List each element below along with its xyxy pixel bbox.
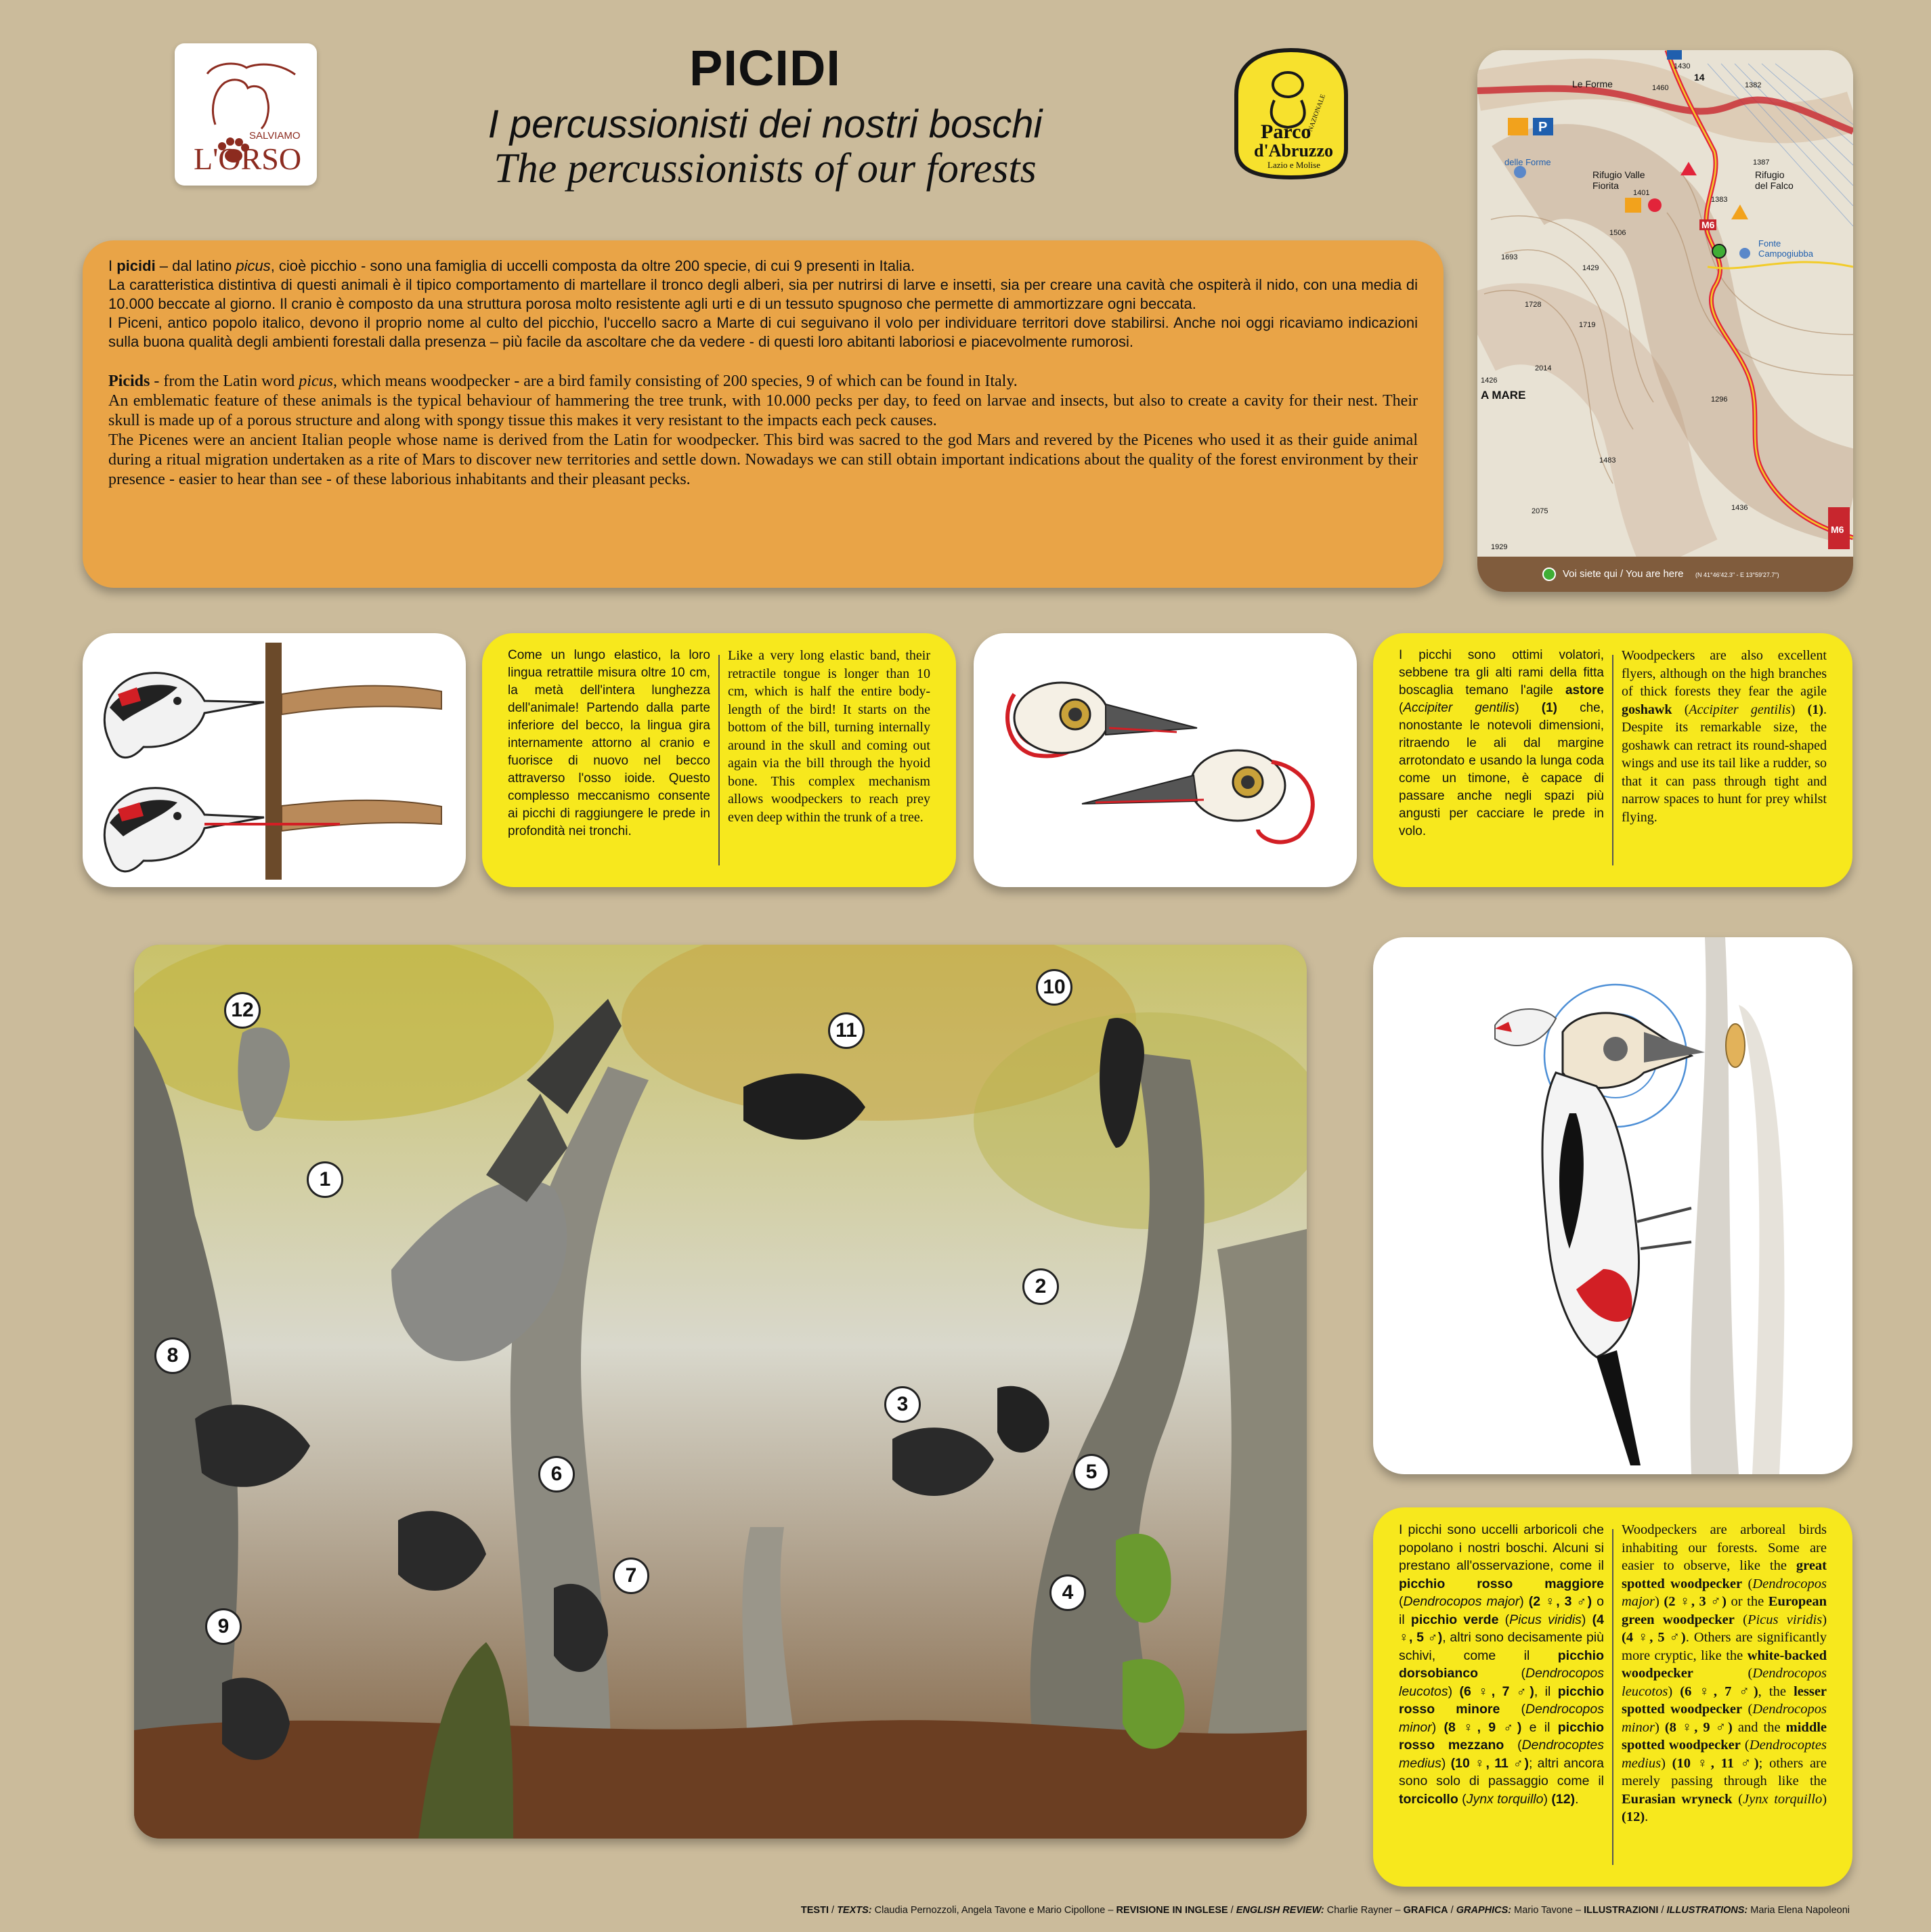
arboreal-it-run: picchio rosso mezzano (1399, 1719, 1604, 1753)
arboreal-en-run: Picus viridis (1747, 1612, 1823, 1627)
map-label-1728: 1728 (1525, 301, 1542, 309)
map-label-1383: 1383 (1711, 196, 1728, 204)
woodpecker-skull-drawing (974, 633, 1357, 887)
arboreal-en-run: lesser spotted woodpecker (1622, 1683, 1827, 1717)
credits-run: TESTI (800, 1905, 829, 1916)
bird-number-3: 3 (884, 1386, 921, 1423)
map-label-fonte-campogiubba: Fonte Campogiubba (1758, 238, 1813, 259)
arboreal-text-it (1391, 1521, 1612, 1873)
arboreal-it-run: (4 ♀, 5 ♂) (1399, 1612, 1604, 1645)
intro-en-p1: Picids - from the Latin word picus, which means woodpecker - are a bird family consisting of 200 species, 9 of which can be found in Italy. (108, 372, 1018, 390)
map-label-1929: 1929 (1491, 543, 1508, 551)
bird-number-11: 11 (828, 1012, 865, 1049)
map-label-1401: 1401 (1633, 189, 1650, 197)
arboreal-en-run: (6 ♀, 7 ♂) (1680, 1683, 1758, 1699)
arboreal-it-run: Dendrocopos major (1403, 1594, 1520, 1609)
map-label-1693: 1693 (1501, 253, 1518, 261)
map-label-1382: 1382 (1745, 81, 1762, 89)
arboreal-en-run: ( (1693, 1666, 1753, 1681)
arboreal-it-run: ) (1519, 1594, 1529, 1609)
credits-run: ILLUSTRATIONS: (1666, 1905, 1748, 1916)
bird-number-8: 8 (154, 1337, 191, 1374)
arboreal-it-run: (6 ♀, 7 ♂) (1459, 1683, 1534, 1699)
goshawk-text-panel (1373, 633, 1852, 887)
bird-number-6: 6 (538, 1456, 575, 1493)
tongue-illustration (83, 633, 466, 887)
arboreal-text-panel (1373, 1507, 1852, 1887)
bird-number-12: 12 (224, 992, 261, 1029)
arboreal-it-run: Dendrocopos minor (1399, 1702, 1604, 1735)
map-label-1436: 1436 (1731, 504, 1748, 512)
intro-it-p1: I picidi – dal latino picus, cioè picchio - sono una famiglia di uccelli composta da oltre 200 specie, di cui 9 presenti in Italia. (108, 257, 915, 274)
credits-run: Charlie Rayner – (1324, 1905, 1404, 1916)
map-label-1429: 1429 (1582, 264, 1599, 272)
arboreal-it-run: ( (1504, 1738, 1522, 1753)
woodpecker-skull-sketch (1373, 937, 1852, 1474)
credits-run: GRAPHICS: (1456, 1905, 1512, 1916)
forest-illustration (134, 945, 1307, 1839)
arboreal-en-run: ( (1734, 1612, 1748, 1627)
park-logo-abruzzo: d'Abruzzo (1254, 141, 1333, 160)
arboreal-it-run: , altri sono decisamente più schivi, come il (1399, 1630, 1604, 1663)
page-title: PICIDI (689, 40, 841, 96)
arboreal-en-run: Woodpeckers are arboreal birds inhabiting our forests. Some are easier to observe, like the (1622, 1522, 1827, 1573)
credits-run: / (1448, 1905, 1456, 1916)
credits-run: ILLUSTRAZIONI (1584, 1905, 1659, 1916)
map-label-1430: 1430 (1674, 62, 1691, 70)
map-label-delle-forme: delle Forme (1504, 157, 1551, 167)
arboreal-en-run: . (1645, 1809, 1649, 1824)
arboreal-it-run: picchio rosso maggiore (1399, 1576, 1604, 1591)
park-logo-lazio-molise: Lazio e Molise (1267, 160, 1320, 170)
map-label-rifugio-valle-fiorita: Rifugio Valle Fiorita (1592, 169, 1645, 191)
intro-it-p3: I Piceni, antico popolo italico, devono il proprio nome al culto del picchio, l'uccello sacro a Marte di cui seguivano il volo per individuare territori dove stabilirsi. Anche noi oggi ricaviamo indicazioni sulla buona qualità degli ambienti forestali dalla presenza – più facile da ascoltare che da vedere - di questi loro abitanti laboriosi e piacevolmente rumorosi. (108, 314, 1418, 350)
forest-birds-painting (134, 945, 1307, 1839)
arboreal-it-run: ) (1431, 1719, 1444, 1735)
map-label-le-forme: Le Forme (1572, 79, 1613, 89)
arboreal-it-run: Dendrocopos leucotos (1399, 1666, 1604, 1699)
arboreal-it-run: picchio dorsobianco (1399, 1648, 1604, 1681)
arboreal-en-run: (12) (1622, 1809, 1645, 1824)
arboreal-en-run: (2 ♀, 3 ♂) (1664, 1594, 1727, 1609)
credits-run: / (1228, 1905, 1236, 1916)
map-label-1387: 1387 (1753, 158, 1770, 167)
arboreal-en-run: (10 ♀, 11 ♂) (1672, 1755, 1759, 1771)
map-label-1296: 1296 (1711, 395, 1728, 404)
arboreal-en-run: ) (1654, 1594, 1664, 1609)
credits-run: / (828, 1905, 838, 1916)
tongue-text-panel (482, 633, 956, 887)
great-spotted-woodpecker-drawing (1373, 937, 1852, 1474)
map-label-2075: 2075 (1532, 507, 1548, 515)
credits-run: Mario Tavone – (1511, 1905, 1584, 1916)
arboreal-en-run: or the (1726, 1594, 1769, 1609)
arboreal-it-run: ( (1399, 1594, 1404, 1609)
arboreal-it-run: Picus viridis (1509, 1612, 1582, 1627)
arboreal-en-run: ( (1742, 1576, 1753, 1591)
topographic-map (1477, 50, 1853, 592)
arboreal-it-run: torcicollo (1399, 1791, 1458, 1807)
arboreal-it-run: ( (1500, 1702, 1525, 1717)
woodpecker-tongue-drawing (83, 633, 466, 887)
arboreal-en-run: , the (1758, 1683, 1794, 1699)
credits-run: ENGLISH REVIEW: (1236, 1905, 1324, 1916)
logo-salviamo: SALVIAMO (249, 130, 301, 142)
arboreal-en-run: Dendrocopos leucotos (1622, 1666, 1827, 1699)
arboreal-it-run: ) (1441, 1755, 1451, 1771)
credits-run: REVISIONE IN INGLESE (1116, 1905, 1228, 1916)
map-label-1506: 1506 (1609, 229, 1626, 237)
arboreal-en-run: Dendrocopos minor (1622, 1702, 1827, 1735)
arboreal-en-run: white-backed woodpecker (1622, 1648, 1827, 1681)
arboreal-it-run: o il (1399, 1594, 1604, 1627)
credits-run: GRAFICA (1403, 1905, 1448, 1916)
bird-number-1: 1 (307, 1161, 343, 1198)
map-label-1426: 1426 (1481, 377, 1498, 385)
arboreal-it-run: ; altri ancora sono solo di passaggio come il (1399, 1755, 1604, 1788)
arboreal-it-run: . (1575, 1791, 1579, 1807)
arboreal-it-run: (2 ♀, 3 ♂) (1528, 1594, 1592, 1609)
subtitle-english: The percussionists of our forests (494, 146, 1037, 192)
arboreal-en-run: ) (1822, 1791, 1827, 1807)
arboreal-en-run: and the (1732, 1719, 1786, 1735)
park-logo-parco: Parco (1261, 121, 1311, 143)
map-label-a-mare: A MARE (1481, 389, 1526, 402)
subtitle-italian: I percussionisti dei nostri boschi (487, 102, 1043, 146)
arboreal-it-run: I picchi sono uccelli arboricoli che popolano i nostri boschi. Alcuni si prestano all'osservazione, come il (1399, 1522, 1604, 1573)
credits-run: Claudia Pernozzoli, Angela Tavone e Mario Cipollone – (871, 1905, 1116, 1916)
logo-orso: L'ORSO (194, 142, 302, 176)
arboreal-en-run: European green woodpecker (1622, 1594, 1827, 1627)
arboreal-it-run: (10 ♀, 11 ♂) (1450, 1755, 1529, 1771)
arboreal-it-run: ) (1543, 1791, 1552, 1807)
map-label-1483: 1483 (1599, 456, 1616, 465)
skull-illustration (974, 633, 1357, 887)
svg-text:P: P (1538, 120, 1548, 135)
map-label-m6-top: M6 (1699, 219, 1716, 230)
bird-number-5: 5 (1073, 1454, 1110, 1490)
arboreal-it-run: e il (1521, 1719, 1558, 1735)
arboreal-it-run: Dendrocoptes medius (1399, 1738, 1604, 1771)
arboreal-en-run: Dendrocoptes medius (1622, 1738, 1827, 1771)
intro-en-p2: An emblematic feature of these animals is the typical behaviour of hammering the tree trunk, with 10.000 pecks per day, to feed on larvae and insects, but also to create a cavity for their nest. Their skull is made up of a porous structure and along with spongy tissue this makes it very resistant to the impacts each peck causes. (108, 392, 1418, 429)
map-label-m6-bottom: M6 (1831, 524, 1844, 535)
credits-run: Maria Elena Napoleoni (1748, 1905, 1850, 1916)
bird-number-2: 2 (1022, 1268, 1059, 1305)
intro-panel (83, 240, 1444, 588)
arboreal-en-run: middle spotted woodpecker (1622, 1719, 1827, 1753)
map-label-rifugio-falco: Rifugio del Falco (1755, 169, 1794, 191)
bird-number-10: 10 (1036, 969, 1072, 1006)
arboreal-en-run: (8 ♀, 9 ♂) (1664, 1719, 1733, 1735)
arboreal-it-run: (12) (1551, 1791, 1576, 1807)
arboreal-en-run: Jynx torquillo (1743, 1791, 1823, 1807)
credits-run: TEXTS: (837, 1905, 872, 1916)
arboreal-it-run: ( (1478, 1666, 1525, 1681)
arboreal-it-run: ) (1581, 1612, 1592, 1627)
you-are-here-coordinates: (N 41°46'42.3" - E 13°59'27.7") (1695, 572, 1779, 578)
tongue-text-it: Come un lungo elastico, la loro lingua retrattile misura oltre 10 cm, la metà dell'intera lunghezza dell'animale! Partendo dalla parte inferiore del becco, la lingua gira internamente attorno al cranio e fuorisce di nuovo nel becco attraverso l'osso ioide. Questo complesso meccanismo consente ai picchi di raggiungere le prede in profondità nei tronchi. (508, 648, 710, 838)
tongue-text-en: Like a very long elastic band, their retractile tongue is longer than 10 cm, which is half the entire body-length of the bird! It starts on the bottom of the bill, turning internally around in the skull and coming out again via the bill through the hyoid bone. This complex mechanism allows woodpeckers to reach prey even deep within the trunk of a tree. (728, 648, 930, 825)
map-label-1460: 1460 (1652, 84, 1669, 92)
map-label-14: 14 (1694, 72, 1705, 83)
arboreal-en-run: ) (1668, 1683, 1680, 1699)
arboreal-en-run: (4 ♀, 5 ♂) (1622, 1630, 1686, 1645)
arboreal-it-run: picchio rosso minore (1399, 1683, 1604, 1717)
arboreal-en-run: ) (1654, 1719, 1665, 1735)
arboreal-it-run: picchio verde (1410, 1612, 1499, 1627)
goshawk-text-it: I picchi sono ottimi volatori, sebbene tra gli alti rami della fitta boscaglia temano l'agile astore (Accipiter gentilis) (1) che, nonostante le notevoli dimensioni, ritraendo le ali dal margine arrotondato e usando la lunga coda come un timone, è capace di passare anche negli spazi più angusti per cacciare le prede in volo. (1399, 648, 1604, 838)
intro-it-p2: La caratteristica distintiva di questi animali è il tipico comportamento di martellare il tronco degli alberi, sia per nutrirsi di larve e insetti, sia per creare una cavità che ospiterà il nido, con una media di 10.000 beccate al giorno. Il cranio è composto da una struttura porosa molto resistente agli urti e di un tessuto spugnoso che permette di ammortizzare ogni beccata. (108, 276, 1418, 312)
arboreal-it-run: ( (1498, 1612, 1510, 1627)
arboreal-it-run: (8 ♀, 9 ♂) (1444, 1719, 1522, 1735)
you-are-here-dot-icon (1542, 567, 1556, 581)
bird-number-9: 9 (205, 1608, 242, 1645)
arboreal-it-run: ( (1458, 1791, 1467, 1807)
you-are-here-text: Voi siete qui / You are here (1563, 568, 1684, 580)
arboreal-en-run: ) (1822, 1612, 1827, 1627)
arboreal-en-run: Dendrocopos major (1622, 1576, 1827, 1609)
arboreal-en-run: ( (1740, 1738, 1750, 1753)
arboreal-en-run: ; others are merely passing through like the (1622, 1755, 1827, 1788)
credits-run: / (1658, 1905, 1667, 1916)
arboreal-text-en (1613, 1521, 1835, 1873)
map-legend-bar (1477, 557, 1853, 592)
arboreal-en-run: ( (1732, 1791, 1743, 1807)
arboreal-en-run: . Others are significantly more cryptic, like the (1622, 1630, 1827, 1663)
arboreal-it-run: ) (1448, 1683, 1460, 1699)
arboreal-en-run: great spotted woodpecker (1622, 1558, 1827, 1591)
arboreal-en-run: Eurasian wryneck (1622, 1791, 1733, 1807)
arboreal-en-run: ) (1661, 1755, 1672, 1771)
arboreal-en-run: ( (1742, 1702, 1753, 1717)
park-logo-nazionale: NAZIONALE (1307, 93, 1328, 133)
goshawk-text-en: Woodpeckers are also excellent flyers, although on the high branches of thick forests they fear the agile goshawk (Accipiter gentilis) (1). Despite its remarkable size, the goshawk can retract its round-shaped wings and use its tail like a rudder, so that it can pass through tight and narrow spaces to hunt for prey whilst flying. (1622, 648, 1827, 825)
map-label-2014: 2014 (1535, 364, 1552, 372)
map-label-1719: 1719 (1579, 321, 1596, 329)
bird-number-7: 7 (613, 1558, 649, 1594)
intro-en-p3: The Picenes were an ancient Italian people whose name is derived from the Latin for woodpecker. This bird was sacred to the god Mars and revered by the Picenes who used it as their guide animal during a ritual migration undertaken as a rite of Mars to discover new territories and settle down. Nowadays we can still obtain important indications about the quality of the forest environment by their presence - easier to hear than see - of these laborious inhabitants and their pleasant pecks. (108, 431, 1418, 488)
bird-number-4: 4 (1049, 1574, 1086, 1611)
arboreal-it-run: Jynx torquillo (1466, 1791, 1544, 1807)
credits-line (801, 1905, 1850, 1916)
arboreal-it-run: , il (1534, 1683, 1558, 1699)
